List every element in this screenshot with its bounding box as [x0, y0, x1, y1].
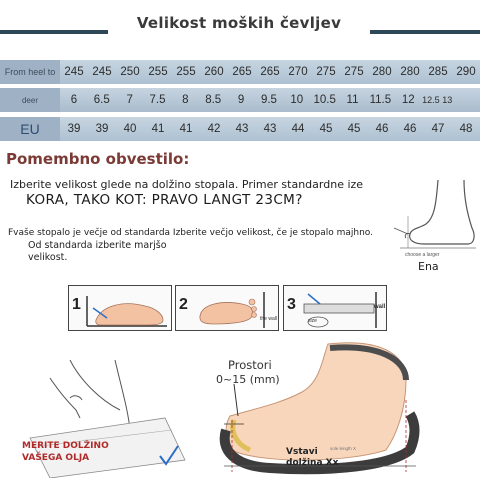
table-cell: 275 — [344, 66, 364, 78]
table-cell: 265 — [260, 66, 280, 78]
table-cell: 10.5 — [313, 94, 336, 106]
step-3-panel — [283, 285, 387, 331]
table-cell: 285 — [428, 66, 448, 78]
table-cell: 46 — [375, 123, 389, 135]
table-cell: 43 — [263, 123, 277, 135]
notice-heading: Pomembno obvestilo: — [6, 150, 190, 168]
gap-label: 0~15 (mm) — [216, 373, 280, 386]
table-cell: 41 — [151, 123, 165, 135]
row-cells — [60, 60, 480, 84]
table-cell: 42 — [207, 123, 221, 135]
step-1-panel — [68, 285, 172, 331]
notice-line-2: KORA, TAKO KOT: PRAVO LANGT 23CM? — [26, 192, 303, 208]
table-cell: 9 — [237, 94, 245, 106]
table-cell: 12 — [401, 94, 415, 106]
table-cell: 6 — [70, 94, 78, 106]
table-cell: 45 — [347, 123, 361, 135]
row-label: From heel to — [0, 60, 60, 84]
choose-caption: choose a larger — [405, 252, 440, 258]
table-cell: 45 — [319, 123, 333, 135]
table-cell: 255 — [176, 66, 196, 78]
table-cell: 9.5 — [260, 94, 277, 106]
table-row-us — [0, 88, 480, 112]
table-cell: 43 — [235, 123, 249, 135]
table-cell: 250 — [120, 66, 140, 78]
table-cell: 245 — [92, 66, 112, 78]
foot-top-view-icon — [192, 288, 278, 330]
table-cell: 6.5 — [93, 94, 110, 106]
title-bar — [0, 14, 480, 42]
wall-label: wall — [374, 304, 386, 310]
table-cell: 265 — [232, 66, 252, 78]
foot-on-paper-icon — [83, 288, 171, 330]
table-cell: 39 — [95, 123, 109, 135]
sole-caption: sole length X — [330, 446, 357, 451]
step-2-panel — [175, 285, 279, 331]
table-cell — [452, 88, 480, 112]
insole-caption-line-1: Vstavi — [286, 447, 318, 457]
row-cells — [60, 117, 480, 141]
table-cell: 46 — [403, 123, 417, 135]
size-label: size — [308, 318, 317, 324]
step-number: 2 — [179, 296, 188, 313]
table-cell: 255 — [148, 66, 168, 78]
measure-caption — [22, 440, 109, 464]
table-cell: 10 — [290, 94, 304, 106]
title-rule-left — [0, 30, 108, 34]
foot-label: Ena — [418, 260, 439, 273]
wall-label: the wall — [260, 316, 277, 322]
row-label: EU — [0, 117, 60, 141]
measure-caption-line-2: VAŠEGA OLJA — [22, 453, 90, 463]
step-number: 1 — [72, 296, 81, 313]
table-cell: 280 — [400, 66, 420, 78]
row-cells — [60, 88, 480, 112]
page-title: Velikost moških čevljev — [136, 14, 342, 32]
table-cell: 7 — [126, 94, 133, 106]
row-label: deer — [0, 88, 60, 112]
notice-line-1: Izberite velikost glede na dolžino stopala. Primer standardne ize — [10, 178, 364, 191]
table-cell: 275 — [316, 66, 336, 78]
table-cell: 39 — [67, 123, 81, 135]
table-cell: 48 — [459, 123, 473, 135]
table-cell: 12.5 13 — [422, 95, 453, 105]
table-cell: 41 — [179, 123, 193, 135]
table-cell: 47 — [431, 123, 445, 135]
table-cell: 44 — [291, 123, 305, 135]
insole-caption — [286, 447, 338, 469]
step-number: 3 — [287, 296, 296, 313]
table-row-eu — [0, 117, 480, 141]
table-cell: 8 — [182, 94, 189, 106]
table-cell: 260 — [204, 66, 224, 78]
title-rule-right — [370, 30, 480, 34]
notice-line-3: Fvaše stopalo je večje od standarda Izberite večjo velikost, če je stopalo majhno. — [8, 228, 374, 238]
table-cell: 8.5 — [205, 94, 222, 106]
table-cell: 270 — [288, 66, 308, 78]
table-cell: 40 — [123, 123, 137, 135]
notice-line-4: Od standarda izberite marjšo velikost. — [28, 240, 167, 263]
measure-caption-line-1: MERITE DOLŽINO — [22, 441, 109, 451]
table-cell: 245 — [64, 66, 84, 78]
table-cell: 280 — [372, 66, 392, 78]
table-cell: 11 — [346, 94, 359, 106]
table-cell: 11.5 — [369, 94, 392, 106]
table-row-heel — [0, 60, 480, 84]
space-label: Prostori — [228, 358, 272, 372]
insole-caption-line-2: dolžina Xx — [286, 458, 339, 468]
table-cell: 7.5 — [149, 94, 166, 106]
table-cell: 290 — [456, 66, 476, 78]
foot-sketch-illustration — [380, 176, 480, 262]
